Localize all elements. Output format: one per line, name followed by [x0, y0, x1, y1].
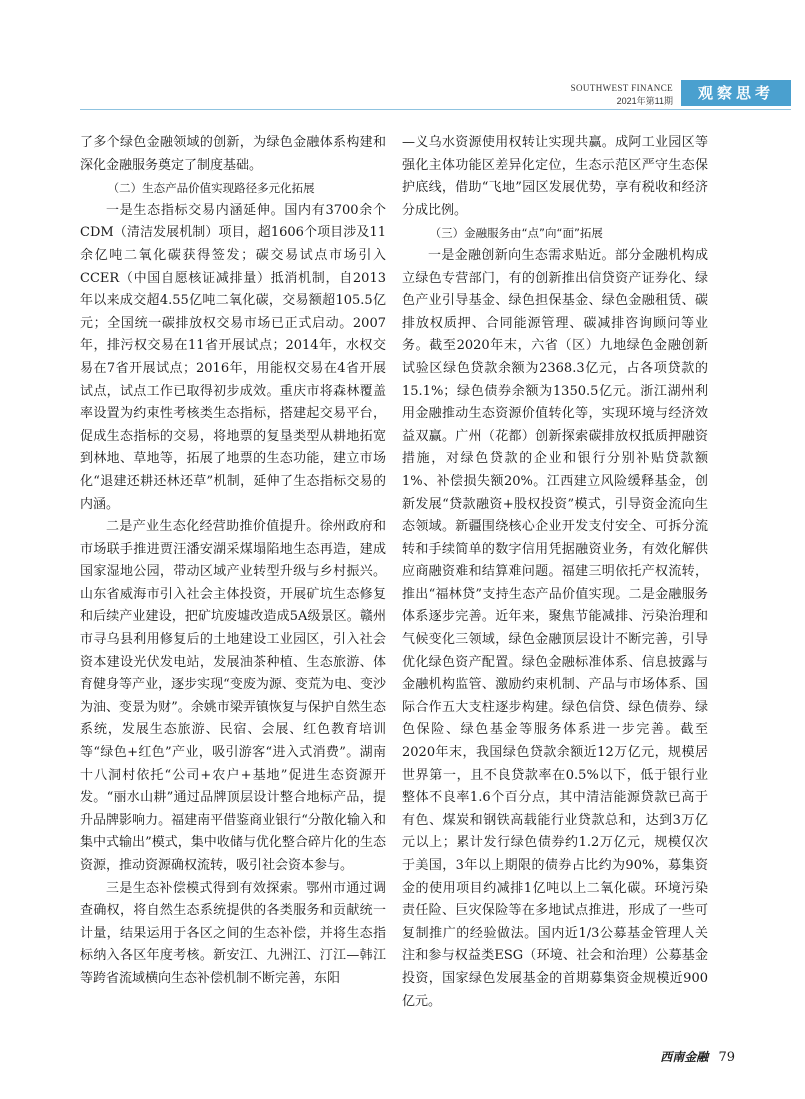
page-number: 79 [718, 1050, 735, 1065]
section-subheading: （三）金融服务由“点”向“面”拓展 [429, 226, 603, 241]
header-divider [80, 109, 791, 110]
section-title: 观察思考 [681, 80, 791, 106]
paragraph: 了多个绿色金融领域的创新，为绿色金融体系构建和深化金融服务奠定了制度基础。 [80, 135, 386, 173]
left-column [80, 132, 386, 991]
paragraph: 一是金融创新向生态需求贴近。部分金融机构成立绿色专营部门，有的创新推出信贷资产证券化、绿色产业引导基金、绿色担保基金、绿色金融租赁、碳排放权质押、合同能源管理、碳减排咨询顾问等业务。截至2020年末，六省（区）九地绿色金融创新试验区绿色贷款余额为2368.3亿元，占各项贷款的15.1%；绿色债券余额为1350.5亿元。浙江湖州利用金融推动生态资源价值转化等，实现环境与经济效益双赢。广州（花都）创新探索碳排放权抵质押融资措施，对绿色贷款的企业和银行分别补贴贷款额1%、补偿损失额20%。江西建立风险缓释基金，创新发展“贷款融资+股权投资”模式，引导资金流向生态领域。新疆围绕核心企业开发支付安全、可拆分流转和手续简单的数字信用凭据融资业务，有效化解供应商融资难和结算难问题。福建三明依托产权流转，推出“福林贷”支持生态产品价值实现。二是金融服务体系逐步完善。近年来，聚焦节能减排、污染治理和气候变化三领域，绿色金融顶层设计不断完善，引导优化绿色资产配置。绿色金融标准体系、信息披露与金融机构监管、激励约束机制、产品与市场体系、国际合作五大支柱逐步构建。绿色信贷、绿色债券、绿色保险、绿色基金等服务体系进一步完善。截至2020年末，我国绿色贷款余额近12万亿元，规模居世界第一，且不良贷款率在0.5%以下，低于银行业整体不良率1.6个百分点，其中清洁能源贷款已高于有色、煤炭和钢铁高载能行业贷款总和，达到3万亿元以上；累计发行绿色债券约1.2万亿元，规模仅次于美国，3年以上期限的债券占比约为90%，募集资金的使用项目约减排1亿吨以上二氧化碳。环境污染责任险、巨灾保险等在多地试点推进，形成了一些可复制推广的经验做法。国内近1/3公募基金管理人关注和参与权益类ESG（环境、社会和治理）公募基金投资，国家绿色发展基金的首期募集资金规模近900亿元。 [402, 247, 708, 1009]
section-subheading: （二）生态产品价值实现路径多元化拓展 [107, 181, 315, 196]
journal-english-name: SOUTHWEST FINANCE [570, 83, 673, 93]
right-column [402, 132, 708, 1013]
paragraph: 一是生态指标交易内涵延伸。国内有3700余个CDM（清洁发展机制）项目，超1606个项目涉及11余亿吨二氧化碳获得签发；碳交易试点市场引入CCER（中国自愿核证减排量）抵消机制，自2013年以来成交超4.55亿吨二氧化碳，交易额超105.5亿元；全国统一碳排放权交易市场已正式启动。2007年，排污权交易在11省开展试点；2014年，水权交易在7省开展试点；2016年，用能权交易在4省开展试点，试点工作已取得初步成效。重庆市将森林覆盖率设置为约束性考核类生态指标，搭建起交易平台，促成生态指标的交易，将地票的复垦类型从耕地拓宽到林地、草地等，拓展了地票的生态功能，建立市场化“退建还耕还林还草”机制，延伸了生态指标交易的内涵。 [80, 202, 386, 512]
paragraph: —义乌水资源使用权转让实现共赢。成阿工业园区等强化主体功能区差异化定位，生态示范区严守生态保护底线，借助“飞地”园区发展优势，享有税收和经济分成比例。 [402, 135, 708, 218]
paragraph: 三是生态补偿模式得到有效探索。鄂州市通过调查确权，将自然生态系统提供的各类服务和贡献统一计量，结果运用于各区之间的生态补偿，并将生态指标纳入各区年度考核。新安江、九洲江、汀江—韩江等跨省流域横向生态补偿机制不断完善，东阳 [80, 880, 386, 986]
journal-info [571, 83, 673, 107]
issue-label: 2021年第11期 [616, 96, 673, 106]
journal-logo: 西南金融 [660, 1050, 709, 1064]
page-footer [660, 1048, 735, 1065]
paragraph: 二是产业生态化经营助推价值提升。徐州政府和市场联手推进贾汪潘安湖采煤塌陷地生态再造，建成国家湿地公园，带动区域产业转型升级与乡村振兴。山东省威海市引入社会主体投资，开展矿坑生态修复和后续产业建设，把矿坑废墟改造成5A级景区。赣州市寻乌县利用修复后的土地建设工业园区，引入社会资本建设光伏发电站，发展油茶种植、生态旅游、体育健身等产业，逐步实现“变废为源、变荒为电、变沙为油、变景为财”。余姚市梁弄镇恢复与保护自然生态系统，发展生态旅游、民宿、会展、红色教育培训等“绿色+红色”产业，吸引游客“进入式消费”。湖南十八洞村依托“公司+农户+基地”促进生态资源开发。“丽水山耕”通过品牌顶层设计整合地标产品，提升品牌影响力。福建南平借鉴商业银行“分散化输入和集中式输出”模式，集中收储与优化整合碎片化的生态资源，推动资源确权流转，吸引社会资本参与。 [80, 519, 386, 873]
